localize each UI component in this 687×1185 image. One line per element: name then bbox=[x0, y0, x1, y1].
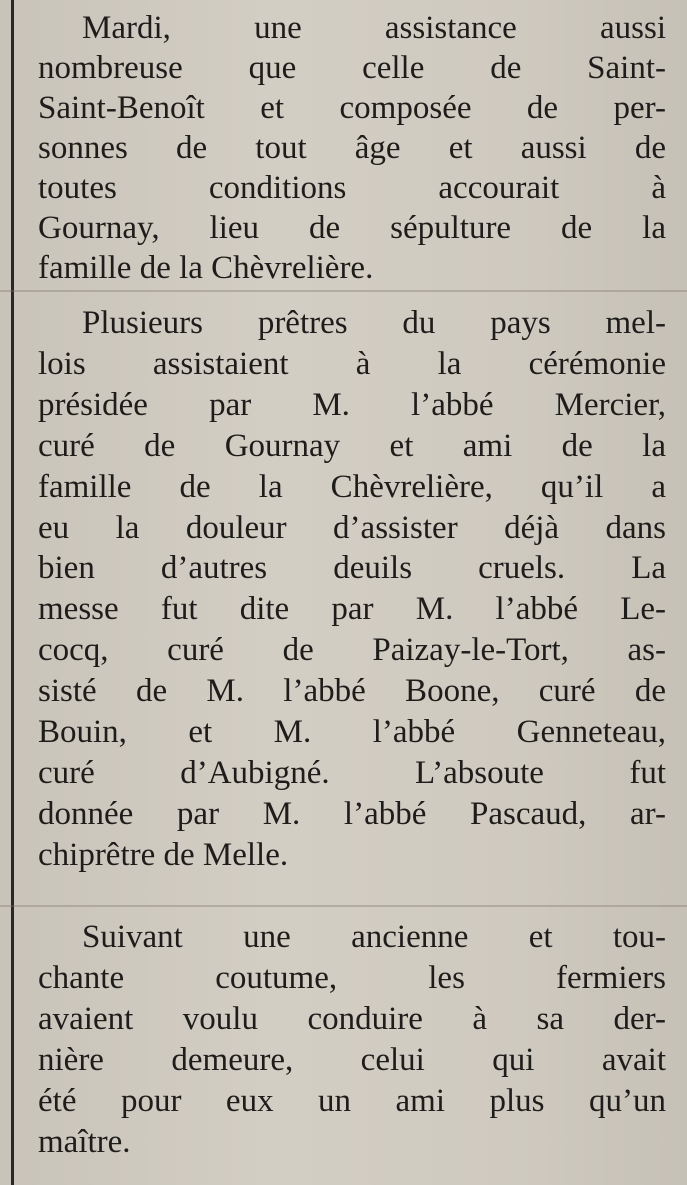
text-line: curé d’Aubigné. L’absoute fut bbox=[38, 754, 666, 791]
text-line: avaient voulu conduire à sa der- bbox=[38, 1001, 666, 1037]
text-line: curé de Gournay et ami de la bbox=[38, 427, 666, 464]
text-line: Saint-Benoît et composée de per- bbox=[38, 90, 666, 126]
text-line: été pour eux un ami plus qu’un bbox=[38, 1083, 666, 1119]
paragraph-first-line: Mardi, une assistance aussi bbox=[82, 10, 666, 46]
column-rule bbox=[11, 0, 14, 1185]
paper-fold bbox=[0, 905, 687, 907]
text-line: Gournay, lieu de sépulture de la bbox=[38, 210, 666, 246]
text-line: bien d’autres deuils cruels. La bbox=[38, 550, 666, 587]
text-line: présidée par M. l’abbé Mercier, bbox=[38, 386, 666, 423]
paper-fold bbox=[0, 290, 687, 292]
paragraph-first-line: Suivant une ancienne et tou- bbox=[82, 919, 666, 955]
text-line: nombreuse que celle de Saint- bbox=[38, 50, 666, 86]
text-line: sonnes de tout âge et aussi de bbox=[38, 130, 666, 166]
paragraph-first-line: Plusieurs prêtres du pays mel- bbox=[82, 305, 666, 341]
text-line: nière demeure, celui qui avait bbox=[38, 1042, 666, 1078]
text-line: donnée par M. l’abbé Pascaud, ar- bbox=[38, 795, 666, 832]
text-line: eu la douleur d’assister déjà dans bbox=[38, 509, 666, 546]
text-line: maître. bbox=[38, 1124, 131, 1160]
text-line: chiprêtre de Melle. bbox=[38, 836, 289, 873]
text-line: messe fut dite par M. l’abbé Le- bbox=[38, 591, 666, 628]
text-line: famille de la Chèvrelière. bbox=[38, 250, 374, 286]
text-line: sisté de M. l’abbé Boone, curé de bbox=[38, 673, 666, 710]
text-line: lois assistaient à la cérémonie bbox=[38, 345, 666, 382]
text-line: toutes conditions accourait à bbox=[38, 170, 666, 206]
text-line: Bouin, et M. l’abbé Genneteau, bbox=[38, 714, 666, 750]
text-line: famille de la Chèvrelière, qu’il a bbox=[38, 468, 666, 505]
text-line: chante coutume, les fermiers bbox=[38, 960, 666, 996]
text-line: cocq, curé de Paizay-le-Tort, as- bbox=[38, 632, 666, 669]
